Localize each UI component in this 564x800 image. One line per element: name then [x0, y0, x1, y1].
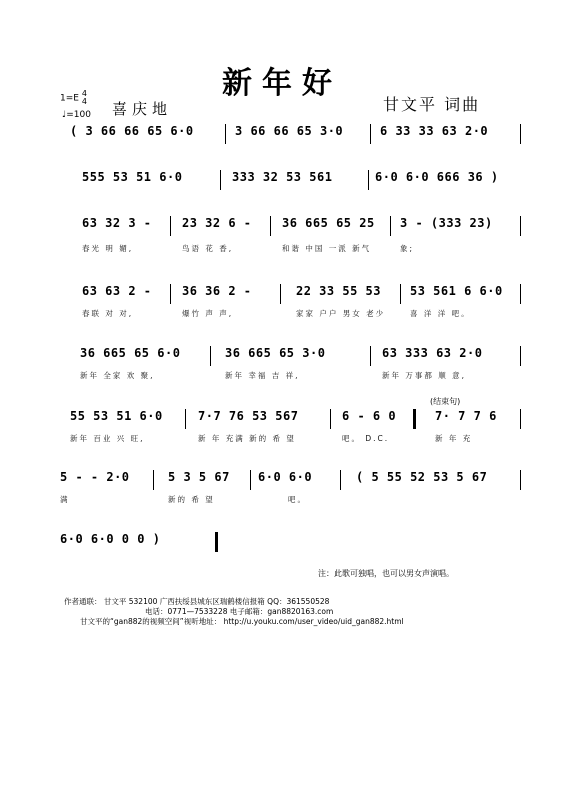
- lyric: 象;: [400, 244, 415, 253]
- measure: 36 36 2 -: [182, 284, 252, 298]
- key-signature: [60, 90, 87, 106]
- barline: [520, 470, 521, 490]
- lyric: 新 年 充满 新的 希 望: [198, 434, 296, 443]
- measure: 36 665 65 3·0: [225, 346, 326, 360]
- measure: 36 665 65 25: [282, 216, 375, 230]
- time-top: 4: [81, 89, 87, 98]
- barline: [340, 470, 341, 490]
- barline: [225, 124, 226, 144]
- score-row-2: [60, 168, 530, 190]
- measure: 55 53 51 6·0: [70, 409, 163, 423]
- measure: 6·0 6·0: [258, 470, 313, 484]
- barline: [520, 124, 521, 144]
- barline: [170, 216, 171, 236]
- barline: [330, 409, 331, 429]
- measure: 7· 7 7 6: [435, 409, 497, 423]
- barline: [520, 284, 521, 304]
- repeat-barline: [413, 409, 416, 429]
- lyric: 满: [60, 495, 70, 504]
- barline: [270, 216, 271, 236]
- measure: 6 - 6 0: [342, 409, 397, 423]
- measure: ( 3 66 66 65 6·0: [70, 124, 194, 138]
- score-row-8: [60, 530, 530, 552]
- measure: 5 3 5 67: [168, 470, 230, 484]
- tempo-marking: ♩=100: [62, 110, 91, 120]
- measure: 63 32 3 -: [82, 216, 152, 230]
- barline: [170, 284, 171, 304]
- lyric: 春光 明 媚,: [82, 244, 134, 253]
- barline: [390, 216, 391, 236]
- lyric: 新的 希 望: [168, 495, 215, 504]
- measure: 3 66 66 65 3·0: [235, 124, 344, 138]
- measure: 333 32 53 561: [232, 170, 333, 184]
- footer-phone-email: 电话：0771—7533228 电子邮箱：gan8820163.com: [145, 607, 334, 616]
- score-row-6: [60, 407, 530, 443]
- score-row-7: [60, 468, 530, 504]
- footer-video-url: 甘文平的“gan882的视频空间”视听地址： http://u.youku.com/user_video/uid_gan882.html: [80, 617, 404, 626]
- score-row-1: [60, 122, 530, 144]
- barline: [220, 170, 221, 190]
- barline: [520, 216, 521, 236]
- lyric: 新年 百业 兴 旺,: [70, 434, 145, 443]
- measure: 7·7 76 53 567: [198, 409, 299, 423]
- measure: 555 53 51 6·0: [82, 170, 183, 184]
- performance-note: 注：此歌可独唱，也可以男女声演唱。: [318, 569, 454, 578]
- lyric: 吧。: [288, 495, 307, 504]
- lyric: 家家 户户 男女 老少: [296, 309, 386, 318]
- score-row-3: [60, 214, 530, 253]
- lyric: 春联 对 对,: [82, 309, 134, 318]
- style-marking: 喜庆地: [112, 100, 173, 118]
- lyric: 新 年 充: [435, 434, 473, 443]
- barline: [400, 284, 401, 304]
- measure: 6·0 6·0 666 36 ): [375, 170, 499, 184]
- lyric: 吧。 D.C.: [342, 434, 390, 443]
- measure: ( 5 55 52 53 5 67: [356, 470, 488, 484]
- ending-label: (结束句): [430, 397, 461, 406]
- measure: 63 63 2 -: [82, 284, 152, 298]
- measure: 6 33 33 63 2·0: [380, 124, 489, 138]
- barline: [370, 124, 371, 144]
- measure: 23 32 6 -: [182, 216, 252, 230]
- barline: [368, 170, 369, 190]
- lyric: 鸟语 花 香,: [182, 244, 234, 253]
- song-title: 新年好: [222, 66, 342, 101]
- barline: [153, 470, 154, 490]
- score-row-4: [60, 282, 530, 318]
- barline: [520, 346, 521, 366]
- lyric: 喜 洋 洋 吧。: [410, 309, 471, 318]
- time-bottom: 4: [81, 97, 87, 106]
- final-barline: [215, 532, 218, 552]
- barline: [210, 346, 211, 366]
- barline: [250, 470, 251, 490]
- lyric: 新年 万事都 顺 意,: [382, 371, 467, 380]
- lyric: 新年 全家 欢 聚,: [80, 371, 155, 380]
- lyric: 新年 幸福 吉 祥,: [225, 371, 300, 380]
- measure: 5 - - 2·0: [60, 470, 130, 484]
- barline: [185, 409, 186, 429]
- measure: 36 665 65 6·0: [80, 346, 181, 360]
- barline: [280, 284, 281, 304]
- measure: 3 - (333 23): [400, 216, 493, 230]
- barline: [370, 346, 371, 366]
- score-row-5: [60, 344, 530, 380]
- measure: 63 333 63 2·0: [382, 346, 483, 360]
- lyric: 爆竹 声 声,: [182, 309, 234, 318]
- lyric: 和谐 中国 一派 新气: [282, 244, 372, 253]
- author-credit: 甘文平 词曲: [383, 95, 481, 114]
- measure: 53 561 6 6·0: [410, 284, 503, 298]
- measure: 22 33 55 53: [296, 284, 381, 298]
- barline: [520, 409, 521, 429]
- measure: 6·0 6·0 0 0 ): [60, 532, 161, 546]
- key-text: 1=E: [60, 93, 79, 104]
- footer-contact: 作者通联： 甘文平 532100 广西扶绥县城东区瑞鹤楼信报箱 QQ：361550528: [64, 597, 330, 606]
